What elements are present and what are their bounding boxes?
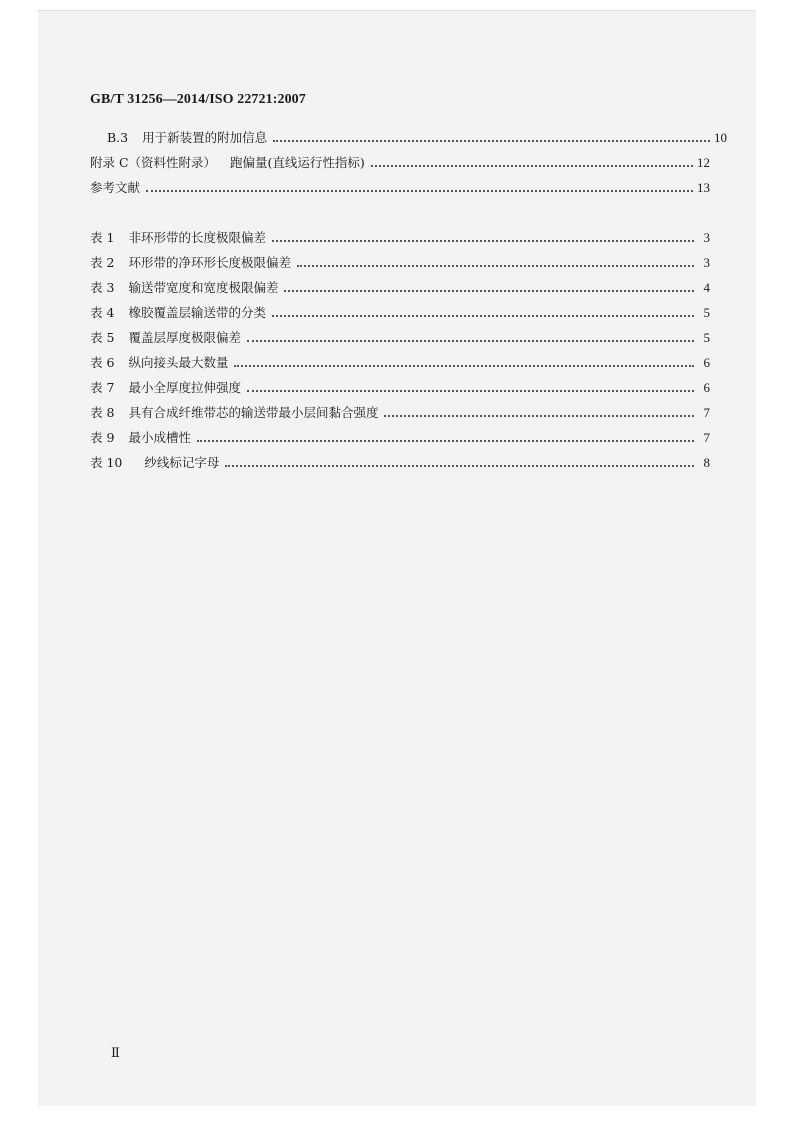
toc-entry-page: 4 <box>703 280 710 295</box>
toc-table-entry[interactable] <box>90 426 710 446</box>
toc-entry-title: 覆盖层厚度极限偏差 <box>128 330 241 345</box>
toc-entry-title: 用于新装置的附加信息 <box>142 130 268 145</box>
toc-entry-label <box>107 130 267 146</box>
toc-table-entry[interactable] <box>90 351 710 371</box>
toc-entry-title: 最小成槽性 <box>128 430 191 445</box>
toc-entry-prefix: 表 8 <box>90 405 115 420</box>
dot-leader <box>384 415 694 417</box>
toc-entry-prefix: 附录 C（资料性附录） <box>90 155 217 170</box>
toc-entry-prefix: 表 6 <box>90 355 115 370</box>
toc-entry-page: 10 <box>714 130 727 145</box>
toc-entry-label <box>90 330 241 346</box>
toc-entry-page: 6 <box>703 380 710 395</box>
toc-entry-label <box>90 430 191 446</box>
toc-entry-prefix: 表 10 <box>90 455 123 470</box>
toc-entry-page: 12 <box>697 155 710 170</box>
toc-entry-page: 3 <box>703 230 710 245</box>
toc-table-entry[interactable] <box>90 226 710 246</box>
toc-entry-title: 最小全厚度拉伸强度 <box>128 380 241 395</box>
toc-entry-prefix: 表 4 <box>90 305 115 320</box>
toc-table-entry[interactable] <box>90 326 710 346</box>
toc-entry-page: 3 <box>703 255 710 270</box>
toc-entry-title: 具有合成纤维带芯的输送带最小层间黏合强度 <box>128 405 379 420</box>
toc-table-entry[interactable] <box>90 276 710 296</box>
toc-table-entry[interactable] <box>90 251 710 271</box>
toc-entry-label <box>90 255 291 271</box>
dot-leader <box>371 165 693 167</box>
toc-entry-label <box>90 355 228 371</box>
toc-entry-b3[interactable] <box>90 126 727 146</box>
toc-entry-prefix: B.3 <box>107 130 129 145</box>
toc-entry-references[interactable] <box>90 176 710 196</box>
toc-entry-label <box>90 180 140 196</box>
toc-table-entry[interactable] <box>90 376 710 396</box>
toc-entry-page: 13 <box>697 180 710 195</box>
toc-entry-page: 8 <box>703 455 710 470</box>
toc-entry-appendix-c[interactable] <box>90 151 710 171</box>
document-page <box>38 10 756 1106</box>
toc-entry-label <box>90 455 219 471</box>
dot-leader <box>272 315 694 317</box>
dot-leader <box>273 140 710 142</box>
dot-leader <box>225 465 694 467</box>
dot-leader <box>297 265 694 267</box>
toc-entry-title: 跑偏量(直线运行性指标) <box>230 155 365 170</box>
toc-entry-title: 环形带的净环形长度极限偏差 <box>128 255 291 270</box>
toc-entry-title: 纱线标记字母 <box>144 455 220 470</box>
toc-entry-prefix: 表 7 <box>90 380 115 395</box>
toc-entry-prefix: 表 5 <box>90 330 115 345</box>
toc-entry-prefix: 表 9 <box>90 430 115 445</box>
toc-table-entry[interactable] <box>90 451 710 471</box>
toc-entry-page: 5 <box>703 305 710 320</box>
toc-entry-title: 橡胶覆盖层输送带的分类 <box>128 305 266 320</box>
toc-entry-label <box>90 405 378 421</box>
toc-entry-page: 6 <box>703 355 710 370</box>
toc-entry-label <box>90 380 241 396</box>
toc-entry-prefix: 表 2 <box>90 255 115 270</box>
toc-entry-prefix: 表 1 <box>90 230 115 245</box>
toc-entry-prefix: 表 3 <box>90 280 115 295</box>
dot-leader <box>197 440 694 442</box>
toc-table-entry[interactable] <box>90 401 710 421</box>
dot-leader <box>272 240 694 242</box>
dot-leader <box>146 190 693 192</box>
page-number: Ⅱ <box>111 1045 120 1060</box>
toc-entry-title: 非环形带的长度极限偏差 <box>128 230 266 245</box>
standard-code-header: GB/T 31256—2014/ISO 22721:2007 <box>90 92 306 107</box>
toc-entry-title: 纵向接头最大数量 <box>128 355 229 370</box>
toc-entry-page: 5 <box>703 330 710 345</box>
dot-leader <box>247 390 694 392</box>
dot-leader <box>284 290 694 292</box>
dot-leader <box>234 365 694 367</box>
toc-entry-title: 输送带宽度和宽度极限偏差 <box>128 280 279 295</box>
dot-leader <box>247 340 694 342</box>
toc-entry-label <box>90 230 266 246</box>
toc-table-entry[interactable] <box>90 301 710 321</box>
toc-entry-page: 7 <box>703 405 710 420</box>
toc-entry-label <box>90 280 278 296</box>
toc-entry-page: 7 <box>703 430 710 445</box>
toc-entry-label <box>90 155 365 171</box>
toc-entry-label <box>90 305 266 321</box>
toc-entry-title: 参考文献 <box>90 180 141 195</box>
